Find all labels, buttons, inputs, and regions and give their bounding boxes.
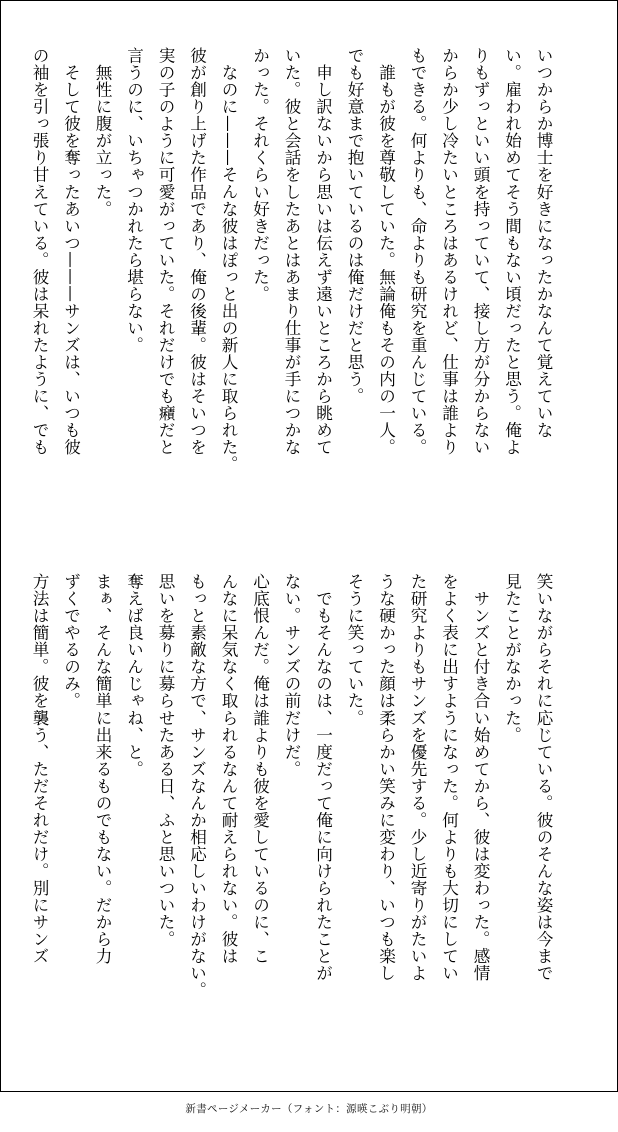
vertical-text-columns [24,47,560,517]
top-text-block [30,47,559,517]
text-line: 笑いながらそれに応じている。彼のそんな姿は今まで [534,573,553,982]
text-line: 実の子のように可愛がっていた。それだけでも癪だと [156,47,175,456]
text-line: 無性に腹が立った。 [93,47,112,218]
text-line: いた。彼と会話をしたあとはあまり仕事が手につかな [282,47,301,456]
text-line: かった。それくらい好きだった。 [250,47,270,303]
text-line: 見たことがなかった。 [502,573,522,744]
text-line: た研究よりもサンズを優先する。少し近寄りがたいよ [408,573,427,982]
text-line: でもそんなのは、一度だって俺に向けられたことが [313,573,333,982]
bottom-text-block [30,573,559,1043]
text-line: の袖を引っ張り甘えている。彼は呆れたように、でも [30,47,49,456]
vertical-text-columns [24,573,560,1043]
text-line: サンズと付き合い始めてから、彼は変わった。感情 [471,573,490,982]
text-line: そうに笑っていた。 [345,573,364,727]
text-line: 言うのに、いちゃつかれたら堪らない。 [124,47,144,354]
text-line: い。雇われ始めてそう間もない頃だったと思う。俺よ [502,47,522,456]
text-line: ない。サンズの前だけだ。 [282,573,301,778]
text-line: 誰もが彼を尊敬していた。無論俺もその内の一人。 [376,47,396,456]
text-line: 方法は簡単。彼を襲う、ただそれだけ。別にサンズ [30,573,49,965]
text-line: 思いを募りに募らせたある日、ふと思いついた。 [156,573,175,948]
text-line: でも好意まで抱いているのは俺だけだと思う。 [345,47,364,405]
footer-credit: 新書ページメーカー（フォント：源暎こぶり明朝） [185,1103,433,1115]
text-line: もっと素敵な方で、サンズなんか相応しいわけがない。 [187,573,207,999]
text-line: もできる。何よりも、命よりも研究を重んじている。 [408,47,427,456]
text-line: なのに———そんな彼はぽっと出の新人に取られた。 [219,47,238,473]
text-line: 彼が創り上げた作品であり、俺の後輩。彼はそいつを [187,47,207,456]
text-line: いつからか博士を好きになったかなんて覚えていな [534,47,553,439]
text-line: をよく表に出すようになった。何よりも大切にしてい [439,573,459,982]
text-line: 心底恨んだ。俺は誰よりも彼を愛しているのに、こ [250,573,270,965]
text-line: りもずっといい頭を持っていて、接し方が分からない [471,47,490,456]
text-line: からか少し冷たいところはあるけれど、仕事は誰より [439,47,459,456]
text-line: うな硬かった顔は柔らかい笑みに変わり、いつも楽し [376,573,396,982]
text-line: そして彼を奪ったあいつ———サンズは、いつも彼 [61,47,81,456]
text-line: 奪えば良いんじゃね、と。 [124,573,144,778]
text-line: 申し訳ないから思いは伝えず遠いところから眺めて [313,47,333,456]
text-line: ずくでやるのみ。 [61,573,81,710]
text-line: んなに呆気なく取られるなんて耐えられない。彼は [219,573,238,965]
text-line: まぁ、そんな簡単に出来るものでもない。だから力 [93,573,112,965]
